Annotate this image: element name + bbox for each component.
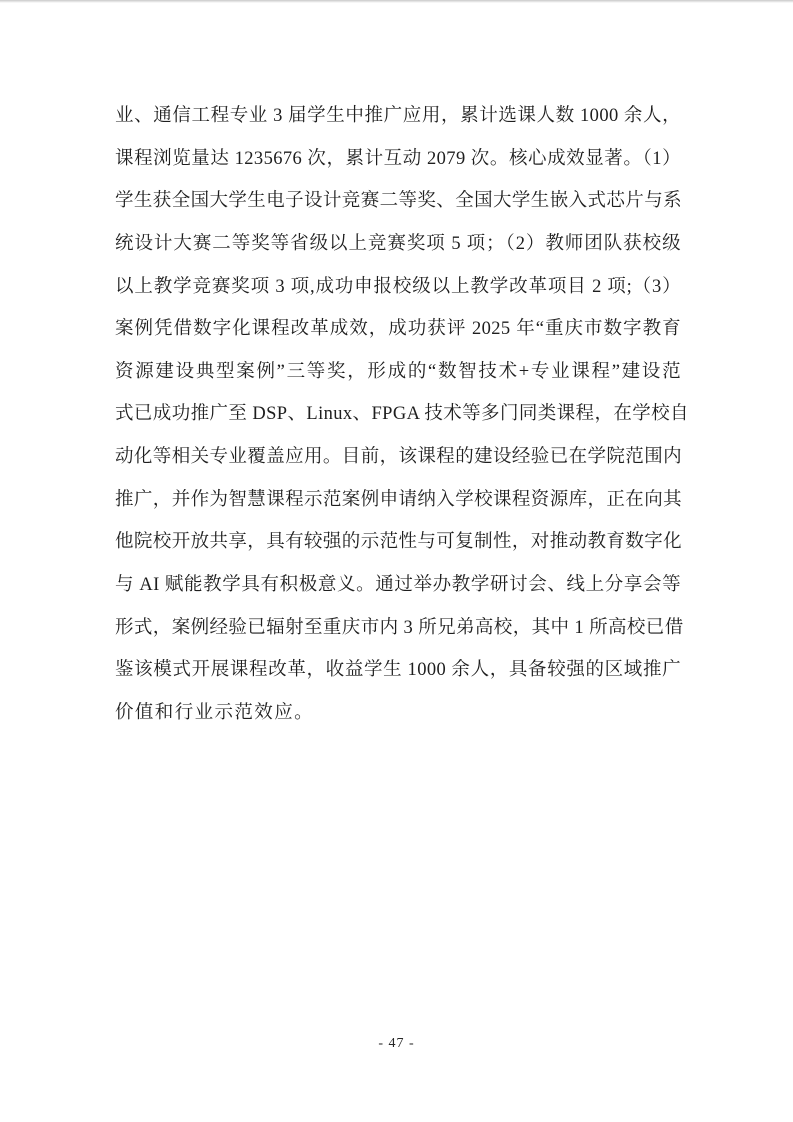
- paragraph-line: 统设计大赛二等奖等省级以上竞赛奖项 5 项；（2）教师团队获校级: [115, 233, 681, 254]
- paragraph-line: 鉴该模式开展课程改革，收益学生 1000 余人，具备较强的区域推广: [115, 660, 681, 681]
- paragraph-line: 业、通信工程专业 3 届学生中推广应用，累计选课人数 1000 余人，: [115, 106, 681, 126]
- paragraph-line: 课程浏览量达 1235676 次，累计互动 2079 次。核心成效显著。（1）: [115, 148, 681, 169]
- paragraph-line: 以上教学竞赛奖项 3 项,成功申报校级以上教学改革项目 2 项;（3）: [115, 276, 681, 297]
- paragraph-line: 式已成功推广至 DSP、Linux、FPGA 技术等多门同类课程，在学校自: [115, 404, 689, 425]
- paragraph-line: 形式，案例经验已辐射至重庆市内 3 所兄弟高校，其中 1 所高校已借: [115, 617, 684, 638]
- paragraph-line: 资源建设典型案例”三等奖，形成的“数智技术+专业课程”建设范: [115, 361, 681, 382]
- page-footer: [0, 1034, 793, 1054]
- page-number: - 47 -: [378, 1036, 415, 1051]
- page-top-edge-shading: [0, 0, 793, 3]
- paragraph-line: 价值和行业示范效应。: [115, 702, 315, 723]
- paragraph-line: 案例凭借数字化课程改革成效，成功获评 2025 年“重庆市数字教育: [115, 319, 681, 340]
- paragraph-line: 与 AI 赋能教学具有积极意义。通过举办教学研讨会、线上分享会等: [115, 575, 681, 596]
- paragraph-line: 学生获全国大学生电子设计竞赛二等奖、全国大学生嵌入式芯片与系: [115, 191, 683, 212]
- paragraph-line: 推广，并作为智慧课程示范案例申请纳入学校课程资源库，正在向其: [115, 489, 683, 510]
- page-body-text: [115, 95, 689, 735]
- paragraph-line: 他院校开放共享，具有较强的示范性与可复制性，对推动教育数字化: [115, 532, 683, 553]
- paragraph-line: 动化等相关专业覆盖应用。目前，该课程的建设经验已在学院范围内: [115, 447, 683, 468]
